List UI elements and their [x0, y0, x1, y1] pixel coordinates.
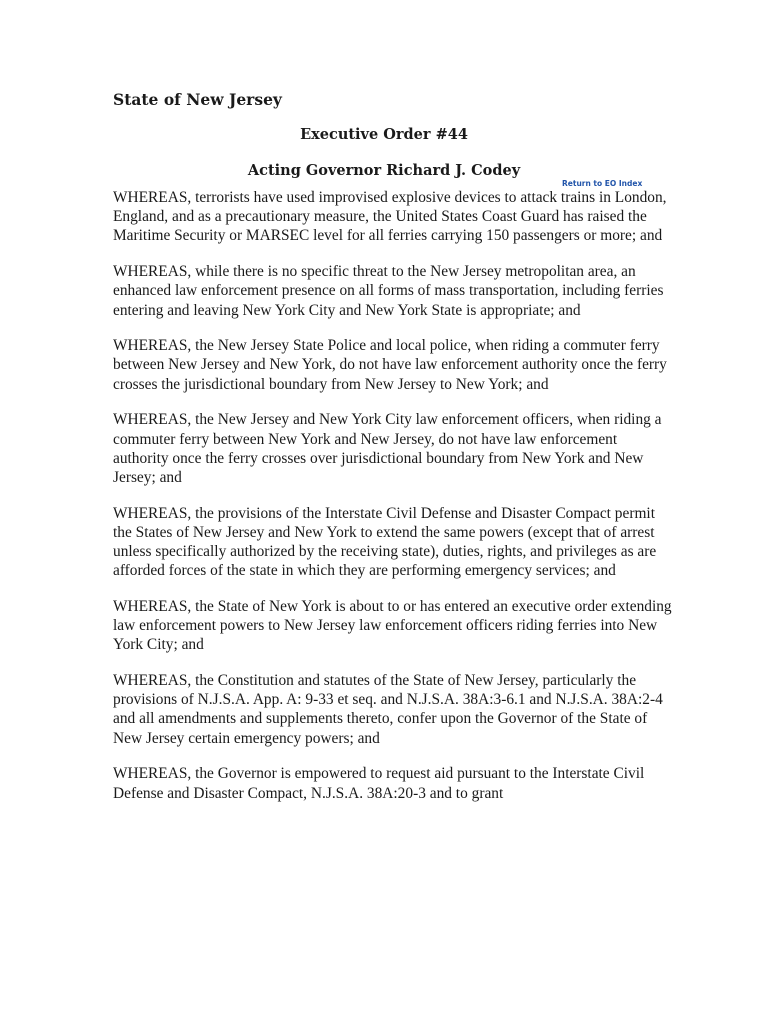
return-to-index-link[interactable]: Return to EO Index [562, 179, 643, 188]
paragraph-2: WHEREAS, while there is no specific threat to the New Jersey metropolitan area, an enhanced law enforcement presence on all forms of mass transportation, including ferries entering and leaving New York City and New York State is appropriate; and [113, 263, 664, 319]
state-title: State of New Jersey [113, 90, 282, 109]
paragraph-3: WHEREAS, the New Jersey State Police and local police, when riding a commuter ferry between New Jersey and New York, do not have law enforcement authority once the ferry crosses the jurisdictional boundary from New Jersey to New York; and [113, 337, 667, 393]
paragraph-6: WHEREAS, the State of New York is about to or has entered an executive order extending law enforcement powers to New Jersey law enforcement officers riding ferries into New York City; and [113, 597, 672, 654]
order-body [113, 188, 673, 819]
paragraph-5: WHEREAS, the provisions of the Interstate Civil Defense and Disaster Compact permit the States of New Jersey and New York to extend the same powers (except that of arrest unless specifically authorized by the receiving state), duties, rights, and privileges as are afforded forces of the state in which they are performing emergency services; and [113, 504, 657, 580]
order-title: Executive Order #44 [300, 126, 468, 143]
paragraph-7: WHEREAS, the Constitution and statutes of the State of New Jersey, particularly the provisions of N.J.S.A. App. A: 9-33 et seq. and N.J.S.A. 38A:3-6.1 and N.J.S.A. 38A:2-4 and all amendments and supplements thereto, confer upon the Governor of the State of New Jersey certain emergency powers; and [113, 672, 663, 747]
paragraph-4: WHEREAS, the New Jersey and New York City law enforcement officers, when riding a commuter ferry between New York and New Jersey, do not have law enforcement authority once the ferry crosses over jurisdictional boundary from New York and New Jersey; and [113, 411, 662, 486]
paragraph-1: WHEREAS, terrorists have used improvised explosive devices to attack trains in London, England, and as a precautionary measure, the United States Coast Guard has raised the Maritime Security or MARSEC level for all ferries carrying 150 passengers or more; and [113, 189, 667, 245]
governor-name: Acting Governor Richard J. Codey [247, 162, 521, 179]
paragraph-8: WHEREAS, the Governor is empowered to request aid pursuant to the Interstate Civil Defense and Disaster Compact, N.J.S.A. 38A:20-3 and to grant [113, 765, 645, 802]
